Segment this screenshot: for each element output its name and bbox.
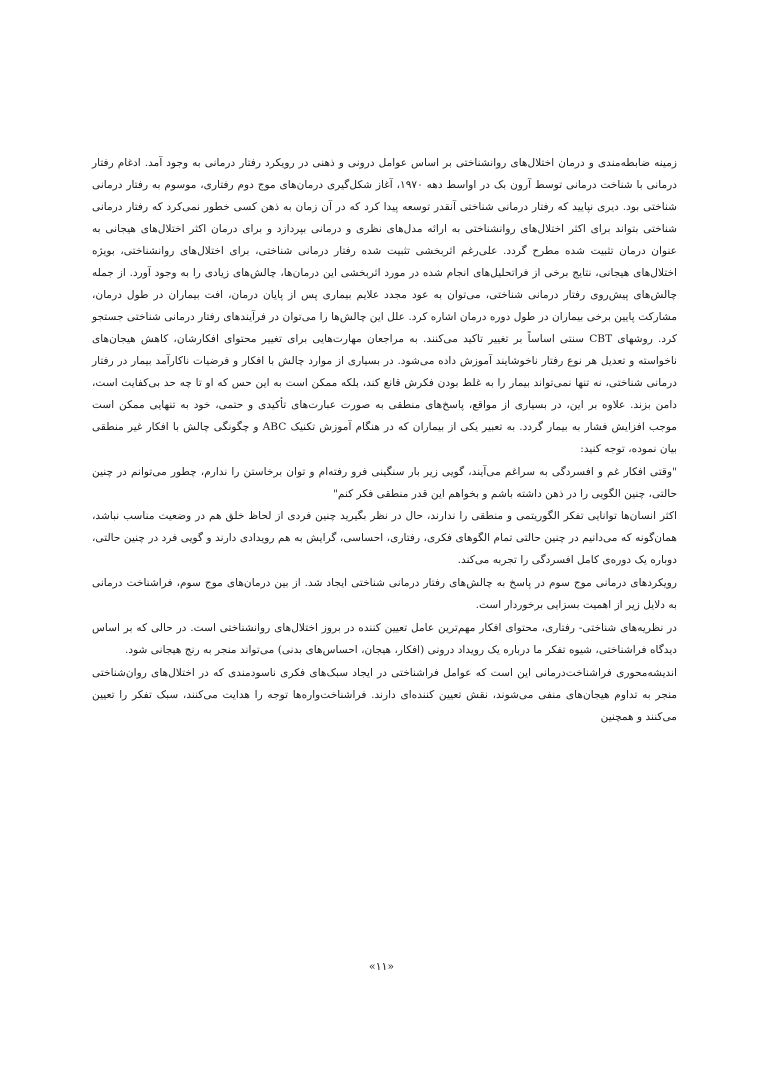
paragraph-algorithmic-thinking: اکثر انسان‌ها توانایی تفکر الگوریتمی و منطقی را ندارند، حال در نظر بگیرید چنین فردی از لحاظ خلق هم در وضعیت مناسب نباشد، همان‌گونه که می‌دانیم در چنین حالتی تمام الگوهای فکری، رفتاری، احساسی، گرایش به هم رویدادی دارند و گویی فرد در چنین حالتی، دوباره یک دوره‌ی کامل افسردگی را تجربه می‌کند. [92,510,677,566]
paragraph-third-wave: رویکردهای درمانی موج سوم در پاسخ به چالش‌های رفتار درمانی شناختی ایجاد شد. از بین درمان‌های موج سوم، فراشناخت درمانی به دلایل زیر از اهمیت بسزایی برخوردار است. [92,577,677,611]
paragraph-intro: زمینه ضابطه‌مندی و درمان اختلال‌های روانشناختی بر اساس عوامل درونی و ذهنی در رویکرد رفتار درمانی به وجود آمد. ادغام رفتار درمانی با شناخت درمانی توسط آرون بک در اواسط دهه ۱۹۷۰، آغاز شکل‌گیری درمان‌های موج دوم رفتاری، موسوم به رفتار درمانی شناختی بود. دیری نپایید که رفتار درمانی شناختی آنقدر توسعه پیدا کرد که در آن زمان به ذهن کسی خطور نمی‌کرد که رفتار درمانی شناختی بتواند برای اکثر اختلال‌های روانشناختی به ارائه مدل‌های نظری و درمانی بپردازد و برای درمان اکثر اختلال‌های هیجانی به عنوان درمان تثبیت شده مطرح گردد. علی‌رغم اثربخشی تثبیت شده رفتار درمانی شناختی، برای اختلال‌های روانشناختی، بویژه اختلال‌های هیجانی، نتایج برخی از فراتحلیل‌های انجام شده در مورد اثربخشی این درمان‌ها، چالش‌های زیادی را به وجود آورد. از جمله چالش‌های پیش‌روی رفتار درمانی شناختی، می‌توان به عود مجدد علایم بیماری پس از پایان درمان، افت بیماران در طول درمان، مشارکت پایین برخی بیماران در طول دوره درمان اشاره کرد. علل این چالش‌ها را می‌توان در فرآیندهای رفتار درمانی شناختی جستجو کرد. روشهای CBT سنتی اساساً بر تغییر تاکید می‌کنند. به مراجعان مهارت‌هایی برای تغییر محتوای افکارشان، کاهش هیجان‌های ناخواسته و تعدیل هر نوع رفتار ناخوشایند آموزش داده می‌شود. در بسیاری از موارد چالش با افکار و فرضیات ناکارآمد بیمار در رفتار درمانی شناختی، نه تنها نمی‌تواند بیمار را به غلط بودن فکرش قانع کند، بلکه ممکن است به این حس که او تا چه حد بی‌کفایت است، دامن بزند. علاوه بر این، در بسیاری از مواقع، پاسخ‌های منطقی به صورت عبارت‌های تأکیدی و حتمی، خود به تنهایی ممکن است موجب افزایش فشار به بیمار گردد. به تعبیر یکی از بیماران که در هنگام آموزش تکنیک ABC و چگونگی چالش با افکار غیر منطقی بیان نموده، توجه کنید: [92,157,677,455]
page-number: «۱۱» [368,960,395,973]
document-body [92,152,677,729]
paragraph-metacognitive-therapy: اندیشه‌محوری فراشناخت‌درمانی این است که عوامل فراشناختی در ایجاد سبک‌های فکری ناسودمندی که در اختلال‌های روان‌شناختی منجر به تداوم هیجان‌های منفی می‌شوند، نقش تعیین کننده‌ای دارند. فراشناخت‌واره‌ها توجه را هدایت می‌کنند، سبک تفکر را تعیین می‌کنند و همچنین [92,667,677,723]
paragraph-cognitive-theories: در نظریه‌های شناختی- رفتاری، محتوای افکار مهم‌ترین عامل تعیین کننده در بروز اختلال‌های روانشناختی است. در حالی که بر اساس دیدگاه فراشناختی، شیوه تفکر ما درباره یک رویداد درونی (افکار، هیجان، احساس‌های بدنی) می‌تواند منجر به رنج هیجانی شود. [92,622,677,656]
patient-quote: "وقتی افکار غم و افسردگی به سراغم می‌آیند، گویی زیر بار سنگینی فرو رفته‌ام و توان برخاستن را ندارم، چطور می‌توانم در چنین حالتی، چنین الگویی را در ذهن داشته باشم و بخواهم این قدر منطقی فکر کنم" [92,466,677,500]
